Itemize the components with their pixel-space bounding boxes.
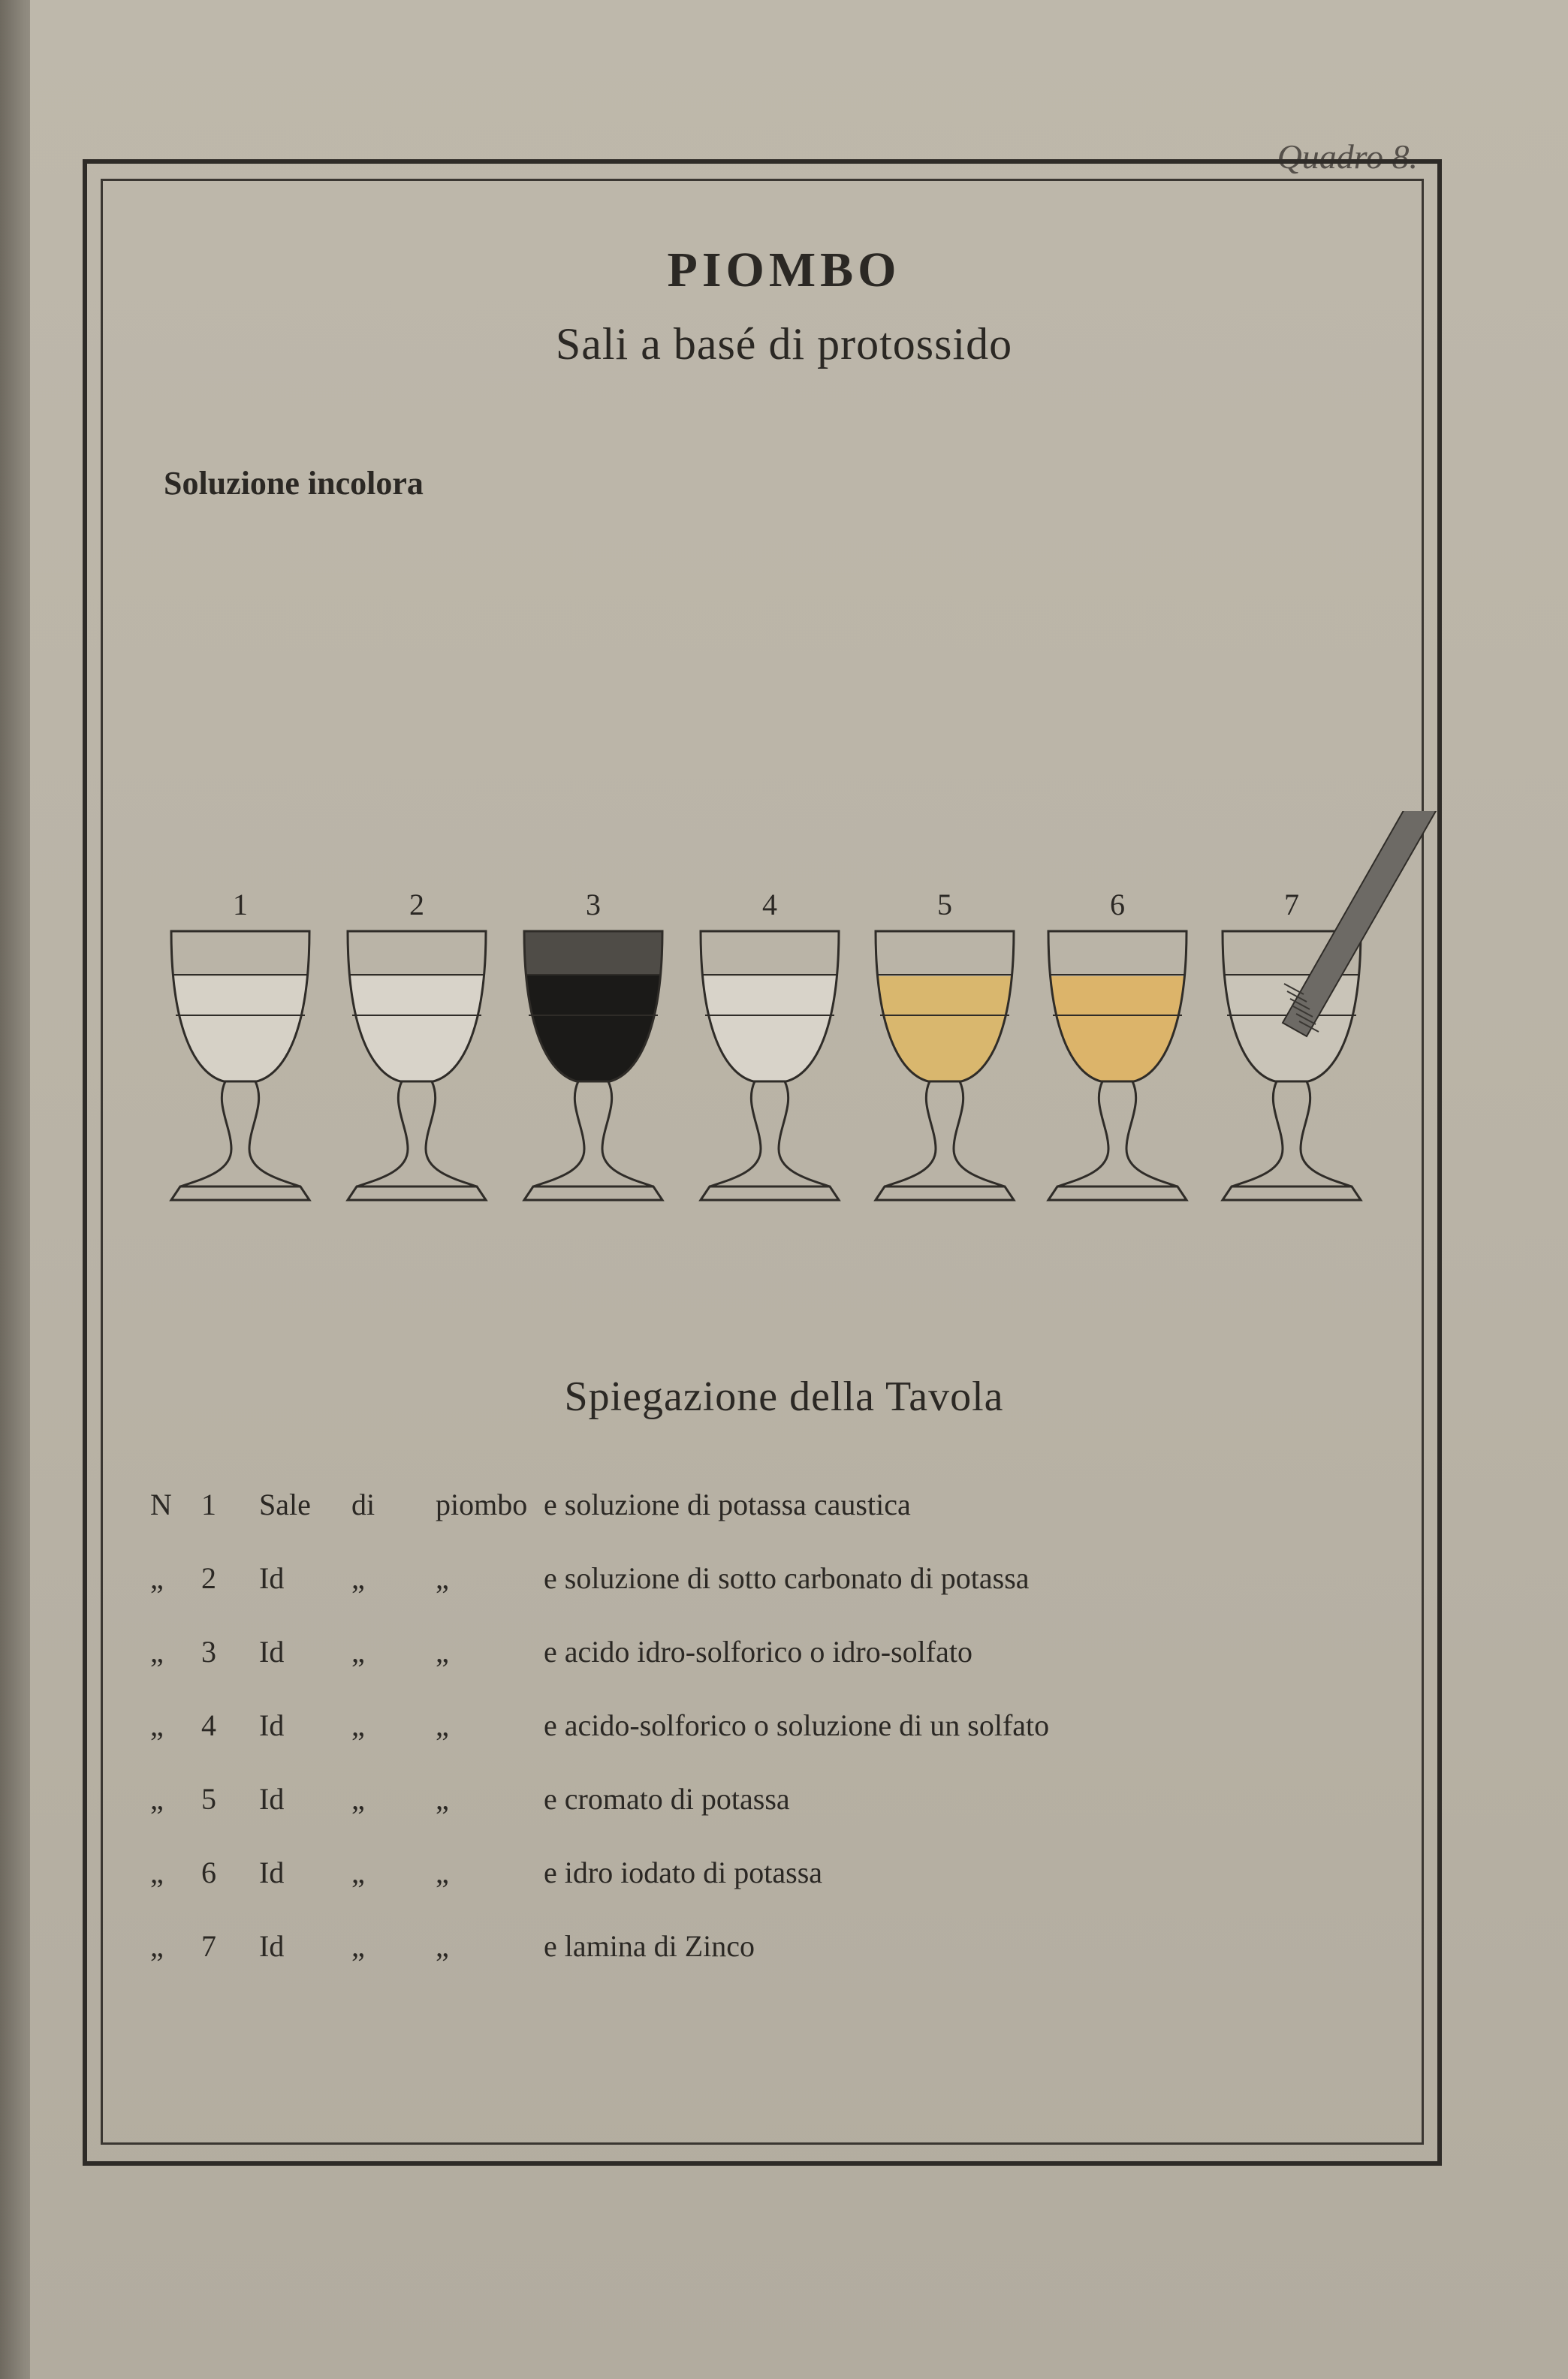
explanation-d2: „ [436, 1708, 449, 1742]
glass-stem [1057, 1081, 1178, 1186]
explanation-d1: „ [351, 1856, 365, 1889]
glass-foot [524, 1186, 662, 1200]
explanation-d2: piombo [436, 1488, 528, 1521]
glass-label: 2 [409, 888, 424, 921]
explanation-prefix: „ [150, 1782, 164, 1816]
glass-liquid [699, 976, 840, 1083]
glass-1 [170, 888, 311, 1200]
glass-label: 1 [233, 888, 248, 921]
explanation-desc: e cromato di potassa [544, 1782, 790, 1816]
glass-precipitate-band [523, 931, 664, 975]
explanation-title: Spiegazione della Tavola [564, 1373, 1004, 1420]
explanation-d1: „ [351, 1635, 365, 1669]
explanation-d2: „ [436, 1561, 449, 1595]
glass-label: 7 [1284, 888, 1299, 921]
glass-label: 6 [1110, 888, 1125, 921]
glasses-illustration [0, 811, 1568, 1232]
shelf-mark: Quadro 8. [1277, 137, 1418, 176]
explanation-num: 6 [201, 1856, 216, 1889]
glass-4 [699, 888, 840, 1200]
glass-stem [533, 1081, 653, 1186]
explanation-row [0, 1855, 1568, 1900]
explanation-row [0, 1781, 1568, 1826]
glass-foot [171, 1186, 309, 1200]
explanation-d1: „ [351, 1929, 365, 1963]
glass-3 [523, 888, 664, 1200]
explanation-subject: Id [259, 1635, 285, 1669]
glass-stem [357, 1081, 477, 1186]
explanation-d2: „ [436, 1782, 449, 1816]
plate-title: PIOMBO [667, 243, 901, 297]
glass-foot [1223, 1186, 1361, 1200]
glass-liquid [170, 976, 311, 1083]
glasses-svg [0, 811, 1568, 1232]
explanation-d2: „ [436, 1929, 449, 1963]
solution-note: Soluzione incolora [164, 465, 424, 502]
explanation-subject: Id [259, 1856, 285, 1889]
explanation-num: 5 [201, 1782, 216, 1816]
explanation-prefix: „ [150, 1561, 164, 1595]
explanation-subject: Id [259, 1782, 285, 1816]
explanation-subject: Id [259, 1708, 285, 1742]
glass-liquid [346, 976, 487, 1083]
explanation-num: 3 [201, 1635, 216, 1669]
explanation-d1: „ [351, 1708, 365, 1742]
glass-label: 5 [937, 888, 952, 921]
explanation-num: 1 [201, 1488, 216, 1521]
glass-label: 3 [586, 888, 601, 921]
explanation-desc: e lamina di Zinco [544, 1929, 755, 1963]
glass-6 [1047, 888, 1188, 1200]
explanation-num: 4 [201, 1708, 216, 1742]
explanation-prefix: „ [150, 1708, 164, 1742]
explanation-prefix: „ [150, 1856, 164, 1889]
plate-subtitle: Sali a basé di protossido [555, 319, 1013, 369]
explanation-row [0, 1634, 1568, 1679]
glass-2 [346, 888, 487, 1200]
glass-5 [874, 888, 1015, 1200]
explanation-d1: di [351, 1488, 375, 1521]
explanation-subject: Id [259, 1929, 285, 1963]
glass-foot [1048, 1186, 1187, 1200]
zinc-strip [1283, 811, 1436, 1036]
explanation-subject: Id [259, 1561, 285, 1595]
explanation-prefix: N [150, 1488, 172, 1521]
explanation-row [0, 1560, 1568, 1606]
explanation-prefix: „ [150, 1635, 164, 1669]
explanation-d1: „ [351, 1782, 365, 1816]
explanation-desc: e acido idro-solforico o idro-solfato [544, 1635, 972, 1669]
explanation-desc: e soluzione di sotto carbonato di potassa [544, 1561, 1030, 1595]
explanation-d1: „ [351, 1561, 365, 1595]
explanation-num: 7 [201, 1929, 216, 1963]
explanation-d2: „ [436, 1856, 449, 1889]
glass-stem [710, 1081, 830, 1186]
explanation-prefix: „ [150, 1929, 164, 1963]
explanation-subject: Sale [259, 1488, 311, 1521]
explanation-desc: e acido-solforico o soluzione di un solfato [544, 1708, 1050, 1742]
glass-stem [1232, 1081, 1352, 1186]
glass-stem [180, 1081, 300, 1186]
explanation-row [0, 1487, 1568, 1532]
glass-foot [348, 1186, 486, 1200]
glass-label: 4 [762, 888, 777, 921]
explanation-row [0, 1928, 1568, 1973]
glass-stem [885, 1081, 1005, 1186]
explanation-num: 2 [201, 1561, 216, 1595]
glass-foot [701, 1186, 839, 1200]
explanation-d2: „ [436, 1635, 449, 1669]
glass-liquid [1047, 976, 1188, 1083]
explanation-row [0, 1708, 1568, 1753]
glass-7 [1221, 811, 1436, 1200]
explanation-desc: e soluzione di potassa caustica [544, 1488, 911, 1521]
glass-liquid [874, 976, 1015, 1083]
glass-liquid [1221, 976, 1362, 1083]
explanation-desc: e idro iodato di potassa [544, 1856, 823, 1889]
glass-foot [876, 1186, 1014, 1200]
